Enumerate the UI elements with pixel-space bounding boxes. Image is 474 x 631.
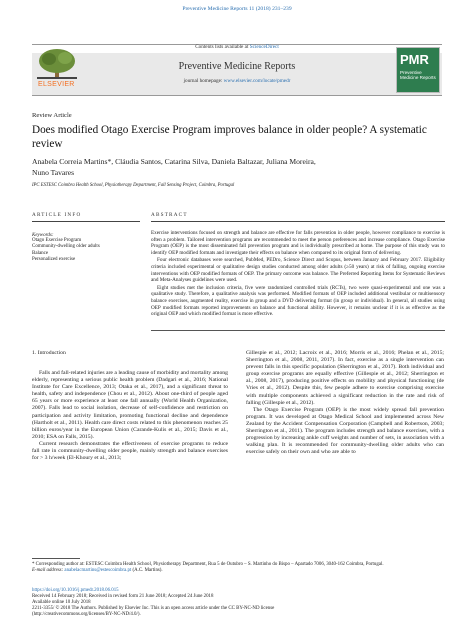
license-url[interactable]: (http://creativecommons.org/licenses/BY-NC-ND/4.0/).	[32, 612, 141, 618]
received-dates: Received 14 February 2018; Received in revised form 21 June 2018; Accepted 24 June 2018	[32, 594, 214, 600]
homepage-link[interactable]: www.elsevier.com/locate/pmedr	[223, 78, 291, 84]
pmr-logo: PMR	[400, 52, 429, 67]
contents-line	[32, 44, 442, 50]
email-suffix: (A.C. Martins).	[131, 568, 163, 574]
keyword-item: Personalized exercise	[32, 257, 76, 263]
introduction-heading: 1. Introduction	[32, 350, 66, 356]
abstract-heading: ABSTRACT	[151, 212, 188, 218]
authors-line-1[interactable]: Anabela Correia Martins*, Cláudia Santos, Catarina Silva, Daniela Baltazar, Juliana Moreira,	[32, 157, 316, 166]
license-text: 2211-3355/ © 2018 The Authors. Published by Elsevier Inc. This is an open access article under the CC BY-NC-ND license	[32, 606, 275, 612]
abstract-bottom-rule	[151, 330, 445, 331]
elsevier-wordmark: ELSEVIER	[38, 81, 75, 88]
email-label: E-mail address:	[32, 568, 65, 574]
author-list	[32, 157, 432, 178]
abstract	[151, 212, 445, 319]
contents-prefix: Contents lists available at	[195, 44, 250, 50]
article-info-rule	[32, 221, 140, 222]
article-meta	[32, 588, 444, 618]
keyword-item: Community-dwelling older adults	[32, 244, 100, 250]
keyword-item: Otago Exercise Program	[32, 238, 82, 243]
affiliation: IPC ESTESC Coimbra Health School, Physiotherapy Department, Fall Sensing Project, Coimbra, Portugal	[32, 183, 235, 188]
abstract-paragraph: Eight studies met the inclusion criteria, five were randomized controlled trials (RCTs), two were quasi-experimental and one was a qualitative study. Therefore, a qualitative analysis was performed. Modified formats of OEP included additional vestibular or multisensory balance exercises, augmented reality, exercise in group and a DVD delivering format (in group or individual). In general, all studies using OEP modified formats reported improvements on balance and functional ability. However, it remains unclear if it is as effective as the original OEP and which modified format is more effective.	[151, 284, 445, 318]
journal-title: Preventive Medicine Reports	[178, 61, 296, 72]
doi-link[interactable]: https://doi.org/10.1016/j.pmedr.2018.06.015	[32, 588, 119, 593]
footnotes	[32, 558, 444, 574]
body-right-column	[246, 350, 444, 456]
body-paragraph: Gillespie et al., 2012; Lacroix et al., 2016; Morris et al., 2016; Phelan et al., 2015; Sherrington et al., 2008, 2011, 2017). In fact, exercise as a single intervention can prevent falls in this specific population (Sherrington et al., 2017). Both individual and group exercise programs are equally effective (Gillespie et al., 2012; Sherrington et al., 2008, 2017), producing positive effects on mobility and physical functioning (de Vries et al., 2012). Despite this, few people adhere to exercise comprising exercise with multiple components achieved a significant reduction in the rate and risk of falling (Gillespie et al., 2012).	[246, 350, 444, 406]
body-paragraph: The Otago Exercise Program (OEP) is the most widely spread fall prevention program. It was developed at Otago Medical School and implemented across New Zealand by the Accident Compensation Corporation (Campbell and Robertson, 2003; Sherrington et al., 2011). The program includes strength and balance exercises, with a progression by increasing ankle cuff weights and number of sets, in association with a walking plan. It is recommended for community-dwelling older adults who can exercise safely on their own and who are able to	[246, 406, 444, 456]
journal-masthead	[32, 44, 442, 96]
journal-reference[interactable]: Preventive Medicine Reports 11 (2018) 231–239	[182, 6, 292, 12]
article-title: Does modified Otago Exercise Program improves balance in older people? A systematic review	[32, 124, 427, 150]
corresponding-author-note: * Corresponding author at: ESTESC Coimbra Health School, Physiotherapy Department, Rua 5 de Outubro – S. Martinho do Bispo – Apartado 7006, 3040-162 Coimbra, Portugal.	[32, 562, 384, 567]
footnote-rule	[32, 558, 80, 559]
sciencedirect-link[interactable]: ScienceDirect	[249, 44, 279, 50]
abstract-paragraph: Four electronic databases were searched, PubMed, PEDro, Science Direct and Scopus, between January and February 2017. Eligibility criteria included experimental or qualitative design studies conducted among older adults (≥50 years) at risk of falling, ongoing exercise interventions with OEP modified formats of OEP. The primary outcome was balance. The Preferred Reporting Items for Systematic Reviews and Meta-Analyses guidelines were used.	[151, 257, 445, 284]
keyword-item: Balance	[32, 250, 49, 256]
authors-line-2[interactable]: Nuno Tavares	[32, 167, 75, 177]
body-left-column	[32, 350, 228, 462]
journal-homepage-line	[32, 78, 442, 84]
email-line	[32, 568, 444, 574]
cover-subtitle: Preventive Medicine Reports	[400, 70, 436, 81]
homepage-prefix: journal homepage:	[183, 78, 224, 84]
masthead-band	[32, 53, 442, 95]
article-info-heading: ARTICLE INFO	[32, 212, 82, 218]
online-date: Available online 10 July 2018	[32, 600, 91, 606]
abstract-rule	[151, 221, 445, 222]
body-paragraph: Current research demonstrates the effectiveness of exercise programs to reduce fall rate in community-dwelling older people, mainly strength and balance exercises for > 3 h/week (El-Khoury et al., 2013;	[32, 440, 228, 462]
article-type: Review Article	[32, 112, 72, 119]
article-info	[32, 212, 140, 264]
keywords-label: Keywords:	[32, 233, 54, 238]
body-paragraph: Falls and fall-related injuries are a leading cause of morbidity and mortality among elderly, representing a serious public health problem (Dadgari et al., 2016; National Institute for Care Excellence, 2013; Otaka et al., 2017), and a significant threat to health, safety and independence (Chou et al., 2012). About one-third of people aged 65 years or more experience at least one fall annually (World Health Organization, 2007). Falls lead to social isolation, decrease of self-confidence and restriction on participation and activity limitation, promoting functional decline and dependence (Hartholt et al., 2011). Health care direct costs related to this phenomenon reaches 25 billion euros/year in the European Union (Carande-Kulis et al., 2015; Davis et al., 2010; ESA on Falls, 2015).	[32, 370, 228, 440]
email-link[interactable]: anabelacmartins@estescoimbra.pt	[64, 568, 132, 574]
abstract-paragraph: Exercise interventions focused on strength and balance are effective for falls prevention in older people, however compliance to exercise is often a problem. Tailored intervention programs are recommended to meet the person preferences and increase compliance. Otago Exercise Program (OEP) is the most disseminated fall prevention program and is individually prescribed at home. The purpose of this study was to identify OEP modified formats and investigate their effects on balance when compared to its original form of delivering.	[151, 230, 445, 256]
journal-cover	[396, 47, 440, 93]
